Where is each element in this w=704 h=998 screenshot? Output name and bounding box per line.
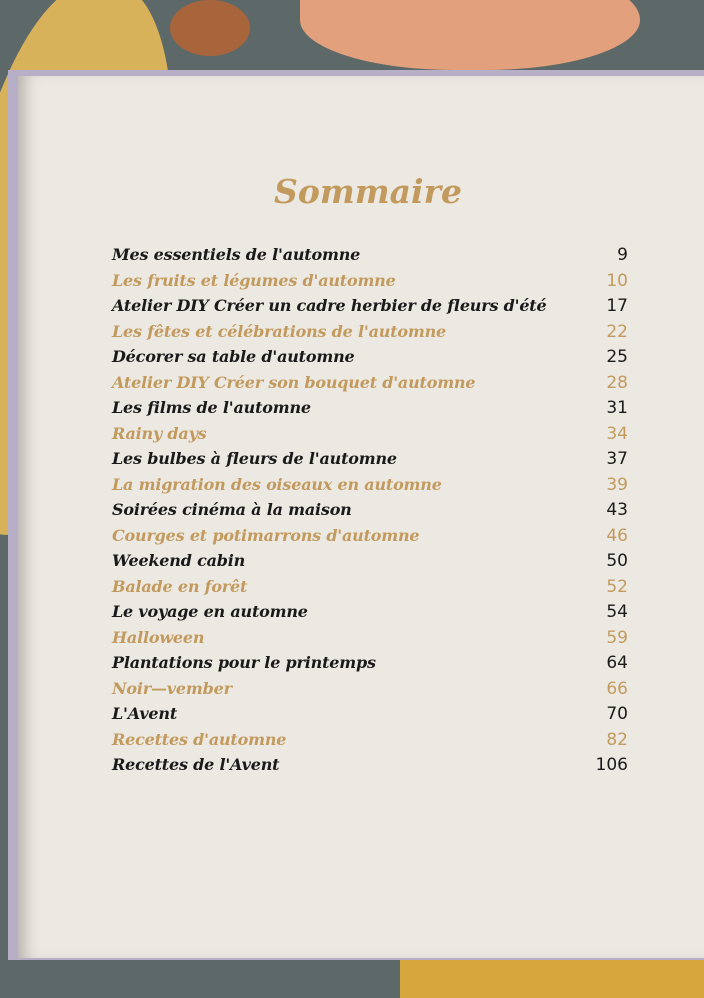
toc-entry (112, 424, 628, 450)
toc-entry (112, 730, 628, 756)
toc-entry (112, 296, 628, 322)
toc-entry (112, 755, 628, 781)
toc-entry-page-number: 66 (606, 678, 628, 699)
toc-entry (112, 526, 628, 552)
toc-entry-page-number: 25 (606, 347, 628, 367)
toc-entry-title: Mes essentiels de l'automne (112, 245, 361, 264)
toc-entry-page-number: 82 (606, 729, 628, 750)
toc-entry-page-number: 50 (606, 551, 628, 571)
toc-entry-page-number: 46 (606, 525, 628, 546)
autumn-leaf-decoration (400, 958, 704, 998)
toc-entry-title: Atelier DIY Créer son bouquet d'automne (112, 372, 476, 392)
toc-entry (112, 245, 628, 271)
toc-entry-title: Atelier DIY Créer un cadre herbier de fleurs d'été (112, 296, 547, 315)
toc-entry-page-number: 70 (606, 704, 628, 724)
toc-entry-page-number: 106 (595, 755, 628, 775)
toc-entry (112, 551, 628, 577)
toc-entry-title: Recettes d'automne (112, 729, 287, 749)
toc-entry-page-number: 34 (606, 423, 628, 444)
toc-entry-title: Les bulbes à fleurs de l'automne (112, 449, 397, 468)
toc-entry-title: Weekend cabin (112, 551, 246, 570)
toc-entry-title: Halloween (112, 627, 205, 647)
toc-entry-title: Balade en forêt (112, 576, 248, 596)
toc-entry-page-number: 17 (606, 296, 628, 316)
toc-entry (112, 653, 628, 679)
autumn-leaf-decoration (300, 0, 640, 70)
toc-entry-title: Noir—vember (112, 678, 232, 698)
toc-entry-title: Décorer sa table d'automne (112, 347, 355, 366)
toc-entry-page-number: 52 (606, 576, 628, 597)
toc-entry-title: Le voyage en automne (112, 602, 308, 621)
toc-entry (112, 679, 628, 705)
toc-entry-page-number: 39 (606, 474, 628, 495)
toc-entry (112, 602, 628, 628)
toc-entry-page-number: 10 (606, 270, 628, 291)
toc-entry (112, 475, 628, 501)
page-title: Sommaire (274, 172, 462, 212)
hazelnut-decoration (170, 0, 250, 56)
toc-entry-page-number: 22 (606, 321, 628, 342)
toc-entry-title: Les fêtes et célébrations de l'automne (112, 321, 446, 341)
toc-entry (112, 704, 628, 730)
toc-entry (112, 449, 628, 475)
toc-entry-title: Rainy days (112, 423, 207, 443)
toc-entry (112, 347, 628, 373)
toc-entry-page-number: 28 (606, 372, 628, 393)
toc-entry (112, 628, 628, 654)
toc-entry (112, 373, 628, 399)
toc-entry-title: Courges et potimarrons d'automne (112, 525, 420, 545)
toc-entry (112, 500, 628, 526)
toc-entry-page-number: 54 (606, 602, 628, 622)
toc-entry (112, 398, 628, 424)
toc-entry (112, 271, 628, 297)
toc-entry-page-number: 31 (606, 398, 628, 418)
toc-entry-title: Soirées cinéma à la maison (112, 500, 352, 519)
toc-entry-page-number: 43 (606, 500, 628, 520)
toc-entry (112, 322, 628, 348)
toc-entry-title: Recettes de l'Avent (112, 755, 280, 774)
toc-entry-page-number: 37 (606, 449, 628, 469)
toc-entry (112, 577, 628, 603)
table-of-contents (112, 245, 628, 781)
toc-entry-title: L'Avent (112, 704, 178, 723)
toc-entry-page-number: 59 (606, 627, 628, 648)
toc-entry-title: La migration des oiseaux en automne (112, 474, 442, 494)
toc-entry-page-number: 64 (606, 653, 628, 673)
toc-entry-title: Plantations pour le printemps (112, 653, 376, 672)
toc-entry-page-number: 9 (617, 245, 628, 265)
toc-entry-title: Les films de l'automne (112, 398, 311, 417)
toc-entry-title: Les fruits et légumes d'automne (112, 270, 396, 290)
